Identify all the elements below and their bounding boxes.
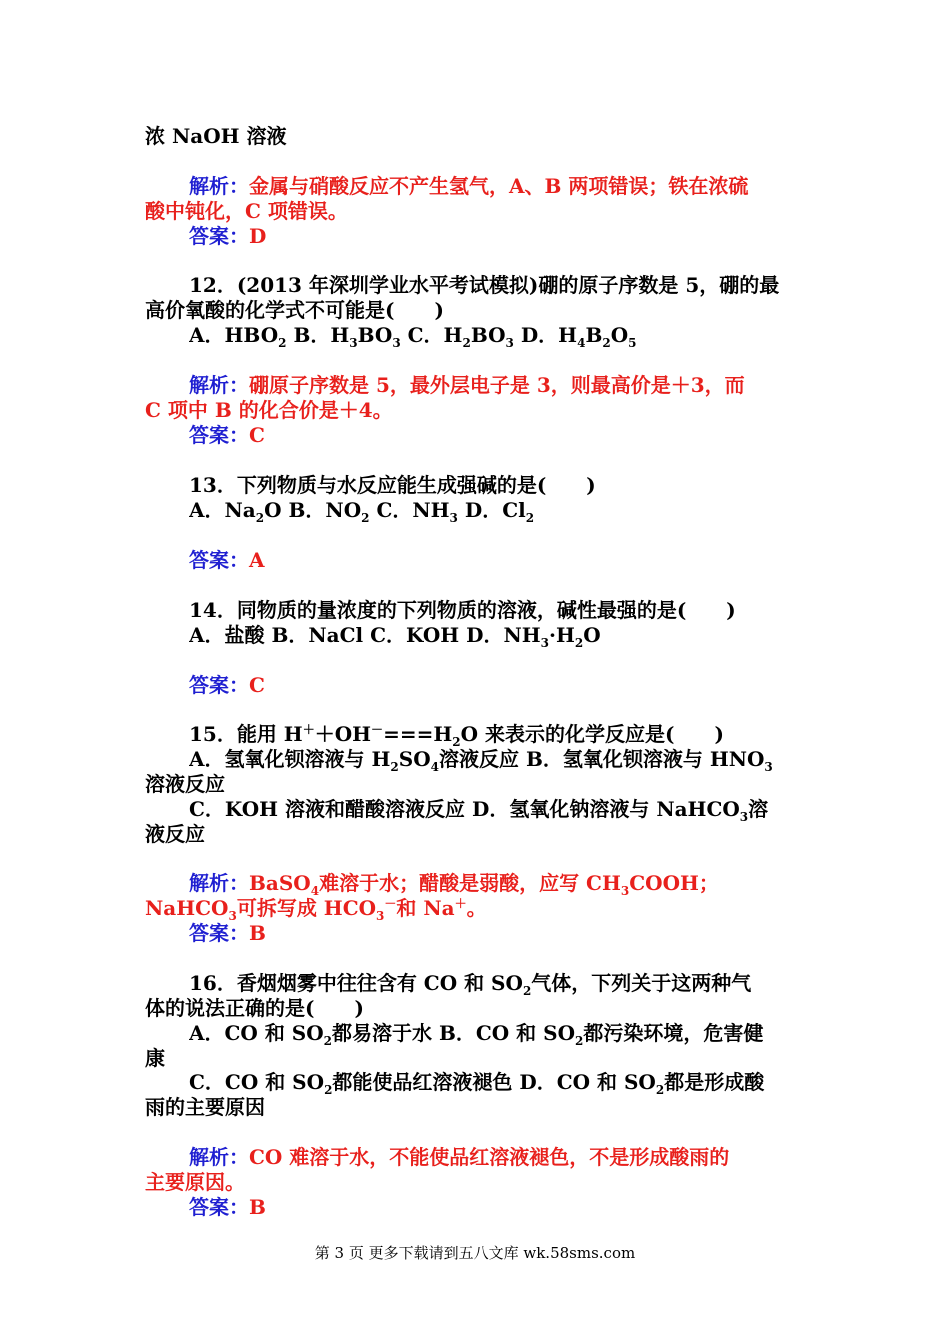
subscript: 2 <box>323 1034 333 1046</box>
subscript: 2 <box>602 336 611 348</box>
question-stem <box>189 722 807 747</box>
option-text: BO <box>357 323 393 347</box>
subscript: 3 <box>764 760 773 772</box>
option-text: 都污染环境，危害健 <box>583 1021 764 1045</box>
subscript: 2 <box>525 511 535 523</box>
option-text: O <box>583 623 601 647</box>
answer-line <box>189 423 807 448</box>
answer-line <box>189 548 807 573</box>
daan-label: 答案： <box>189 921 249 945</box>
subscript: 4 <box>430 760 439 772</box>
jiexi-label: 解析： <box>189 174 249 198</box>
explanation-line <box>189 871 807 896</box>
option-text: 都能使品红溶液褪色 D．CO 和 SO <box>332 1070 656 1094</box>
formula-text: 。 <box>466 896 487 920</box>
line-text: 浓 NaOH 溶液 <box>145 124 287 148</box>
superscript: － <box>384 896 397 911</box>
option-text: D．H <box>513 323 578 347</box>
subscript: 2 <box>452 735 461 747</box>
subscript: 2 <box>324 1083 333 1095</box>
page-footer: 第 3 页 更多下载请到五八文库 wk.58sms.com <box>314 1244 636 1262</box>
option-text: ·H <box>549 623 575 647</box>
stem-text: 15．能用 H <box>189 722 303 746</box>
option-text: 都是形成酸 <box>664 1070 765 1094</box>
explanation-text: 硼原子序数是 5，最外层电子是 3，则最高价是＋3，而 <box>249 373 745 397</box>
stem-text: O 来表示的化学反应是( ) <box>460 722 724 746</box>
answer-value: B <box>249 921 266 945</box>
subscript: 3 <box>392 336 401 348</box>
question-options <box>189 323 807 348</box>
option-text: BO <box>470 323 506 347</box>
answer-line <box>189 673 807 698</box>
option-text: A．HBO <box>189 323 279 347</box>
answer-line <box>189 1195 807 1220</box>
daan-label: 答案： <box>189 224 249 248</box>
option-text: B．NO <box>281 498 362 522</box>
subscript: 3 <box>505 336 514 348</box>
subscript: 3 <box>540 636 550 648</box>
explanation-line <box>189 174 807 199</box>
subscript: 2 <box>575 1034 584 1046</box>
answer-value: C <box>249 673 265 697</box>
subscript: 4 <box>310 884 320 896</box>
question-options <box>189 498 807 523</box>
question-options: 液反应 <box>145 822 205 846</box>
option-text: B <box>585 323 603 347</box>
option-text: 都易溶于水 B．CO 和 SO <box>332 1021 576 1045</box>
question-options <box>189 1021 807 1046</box>
formula-text: 可拆写成 HCO <box>236 896 377 920</box>
option-text: C．KOH 溶液和醋酸溶液反应 D．氢氧化钠溶液与 NaHCO <box>189 797 740 821</box>
answer-value: C <box>249 423 265 447</box>
answer-value: D <box>249 224 267 248</box>
subscript: 2 <box>361 511 370 523</box>
question-stem: 13．下列物质与水反应能生成强碱的是( ) <box>189 473 596 497</box>
question-options <box>189 623 807 648</box>
daan-label: 答案： <box>189 1195 249 1219</box>
question-stem: 体的说法正确的是( ) <box>145 996 364 1020</box>
explanation-text <box>249 871 719 895</box>
superscript: － <box>371 722 384 737</box>
formula-text: 和 Na <box>396 896 455 920</box>
option-text: A．氢氧化钡溶液与 H <box>189 747 391 771</box>
daan-label: 答案： <box>189 673 249 697</box>
option-text: A．Na <box>189 498 256 522</box>
daan-label: 答案： <box>189 548 249 572</box>
answer-value: A <box>249 548 265 572</box>
formula-text: NaHCO <box>145 896 229 920</box>
question-options: 雨的主要原因 <box>145 1095 265 1119</box>
subscript: 2 <box>462 336 471 348</box>
option-text: O <box>264 498 282 522</box>
stem-text: ＋OH <box>314 722 372 746</box>
stem-text: ===H <box>383 722 453 746</box>
question-options <box>189 1070 807 1095</box>
explanation-text: CO 难溶于水，不能使品红溶液褪色，不是形成酸雨的 <box>249 1145 730 1169</box>
subscript: 3 <box>620 884 630 896</box>
option-text: C．CO 和 SO <box>189 1070 325 1094</box>
formula-text: COOH； <box>629 871 719 895</box>
stem-text: 16．香烟烟雾中往往含有 CO 和 SO <box>189 971 523 995</box>
jiexi-label: 解析： <box>189 871 249 895</box>
subscript: 2 <box>390 760 399 772</box>
answer-line <box>189 224 807 249</box>
question-options: 溶液反应 <box>145 772 225 796</box>
subscript: 2 <box>574 636 584 648</box>
daan-label: 答案： <box>189 423 249 447</box>
subscript: 3 <box>349 336 358 348</box>
explanation-line <box>189 1145 807 1170</box>
option-text: A．盐酸 B．NaCl C．KOH D．NH <box>189 623 541 647</box>
text-line <box>145 124 807 149</box>
subscript: 2 <box>655 1083 665 1095</box>
superscript: ＋ <box>302 722 315 737</box>
subscript: 2 <box>255 511 265 523</box>
answer-value: B <box>249 1195 266 1219</box>
subscript: 2 <box>278 336 287 348</box>
option-text: O <box>610 323 629 347</box>
stem-text: 气体，下列关于这两种气 <box>531 971 752 995</box>
superscript: ＋ <box>454 896 467 911</box>
question-stem: 12．(2013 年深圳学业水平考试模拟)硼的原子序数是 5，硼的最 <box>189 273 780 297</box>
subscript: 3 <box>449 511 458 523</box>
question-options: 康 <box>145 1046 165 1070</box>
formula-text: BaSO <box>249 871 311 895</box>
option-text: 溶 <box>748 797 769 821</box>
question-stem: 14．同物质的量浓度的下列物质的溶液，碱性最强的是( ) <box>189 598 736 622</box>
jiexi-label: 解析： <box>189 1145 249 1169</box>
formula-text: 难溶于水；醋酸是弱酸，应写 CH <box>319 871 621 895</box>
question-options <box>189 747 807 772</box>
option-text: C．NH <box>369 498 450 522</box>
subscript: 3 <box>739 810 749 822</box>
explanation-line <box>145 896 807 921</box>
subscript: 3 <box>228 909 237 921</box>
explanation-line: C 项中 B 的化合价是＋4。 <box>145 398 393 422</box>
subscript: 3 <box>376 909 385 921</box>
explanation-text: 金属与硝酸反应不产生氢气，A、B 两项错误；铁在浓硫 <box>249 174 749 198</box>
subscript: 2 <box>522 984 532 996</box>
option-text: B．H <box>286 323 350 347</box>
option-text: 溶液反应 B．氢氧化钡溶液与 HNO <box>438 747 765 771</box>
jiexi-label: 解析： <box>189 373 249 397</box>
explanation-line <box>189 373 807 398</box>
option-text: SO <box>398 747 431 771</box>
question-options <box>189 797 807 822</box>
explanation-line: 主要原因。 <box>145 1170 245 1194</box>
option-text: C．H <box>400 323 463 347</box>
subscript: 4 <box>577 336 586 348</box>
question-stem <box>189 971 807 996</box>
option-text: D．Cl <box>457 498 526 522</box>
question-stem: 高价氧酸的化学式不可能是( ) <box>145 298 444 322</box>
answer-line <box>189 921 807 946</box>
subscript: 5 <box>628 336 637 348</box>
option-text: A．CO 和 SO <box>189 1021 324 1045</box>
explanation-line: 酸中钝化，C 项错误。 <box>145 199 348 223</box>
